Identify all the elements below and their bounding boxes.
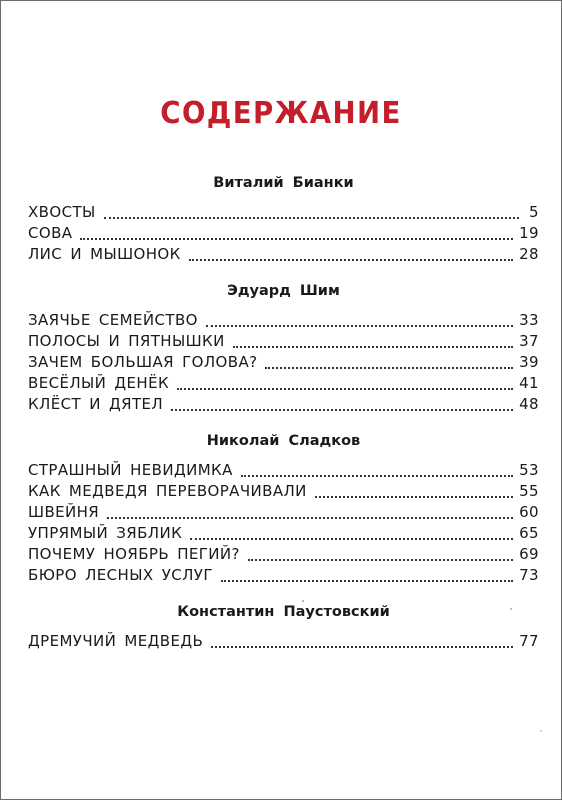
page-number: 48 [519,395,539,413]
entry-title: КЛЁСТ И ДЯТЕЛ [28,395,164,413]
author-heading: Константин Паустовский [177,604,390,620]
entry-title: КАК МЕДВЕДЯ ПЕРЕВОРАЧИВАЛИ [28,482,307,500]
entry-title: СТРАШНЫЙ НЕВИДИМКА [28,461,233,479]
entry-title: ДРЕМУЧИЙ МЕДВЕДЬ [28,632,204,650]
entry-title: УПРЯМЫЙ ЗЯБЛИК [28,524,183,542]
page-number: 37 [519,332,539,350]
page-number: 73 [519,566,539,584]
entry-title: ХВОСТЫ [28,203,96,221]
page-title: СОДЕРЖАНИЕ [160,96,402,131]
entry-title: ШВЕЙНЯ [28,503,100,521]
page-number: 33 [519,311,539,329]
page-number: 53 [519,461,539,479]
page-number: 69 [519,545,539,563]
page-number: 39 [519,353,539,371]
author-heading: Виталий Бианки [213,175,354,191]
entry-title: БЮРО ЛЕСНЫХ УСЛУГ [28,566,213,584]
page-number: 41 [519,374,539,392]
page-number: 77 [519,632,539,650]
entry-title: ЗАЯЧЬЕ СЕМЕЙСТВО [28,311,198,329]
entry-title: ВЕСЁЛЫЙ ДЕНЁК [28,374,170,392]
author-heading: Эдуард Шим [227,283,340,299]
author-heading: Николай Сладков [206,433,361,449]
page-number: 5 [529,203,539,221]
entry-title: ЗАЧЕМ БОЛЬШАЯ ГОЛОВА? [28,353,258,371]
entry-title: СОВА [28,224,73,242]
page-number: 65 [519,524,539,542]
page-number: 28 [519,245,539,263]
entry-title: ПОЧЕМУ НОЯБРЬ ПЕГИЙ? [28,545,240,563]
print-specks [1,1,561,799]
page-number: 60 [519,503,539,521]
entry-title: ЛИС И МЫШОНОК [28,245,181,263]
page-number: 19 [519,224,539,242]
page-number: 55 [519,482,539,500]
entry-title: ПОЛОСЫ И ПЯТНЫШКИ [28,332,225,350]
